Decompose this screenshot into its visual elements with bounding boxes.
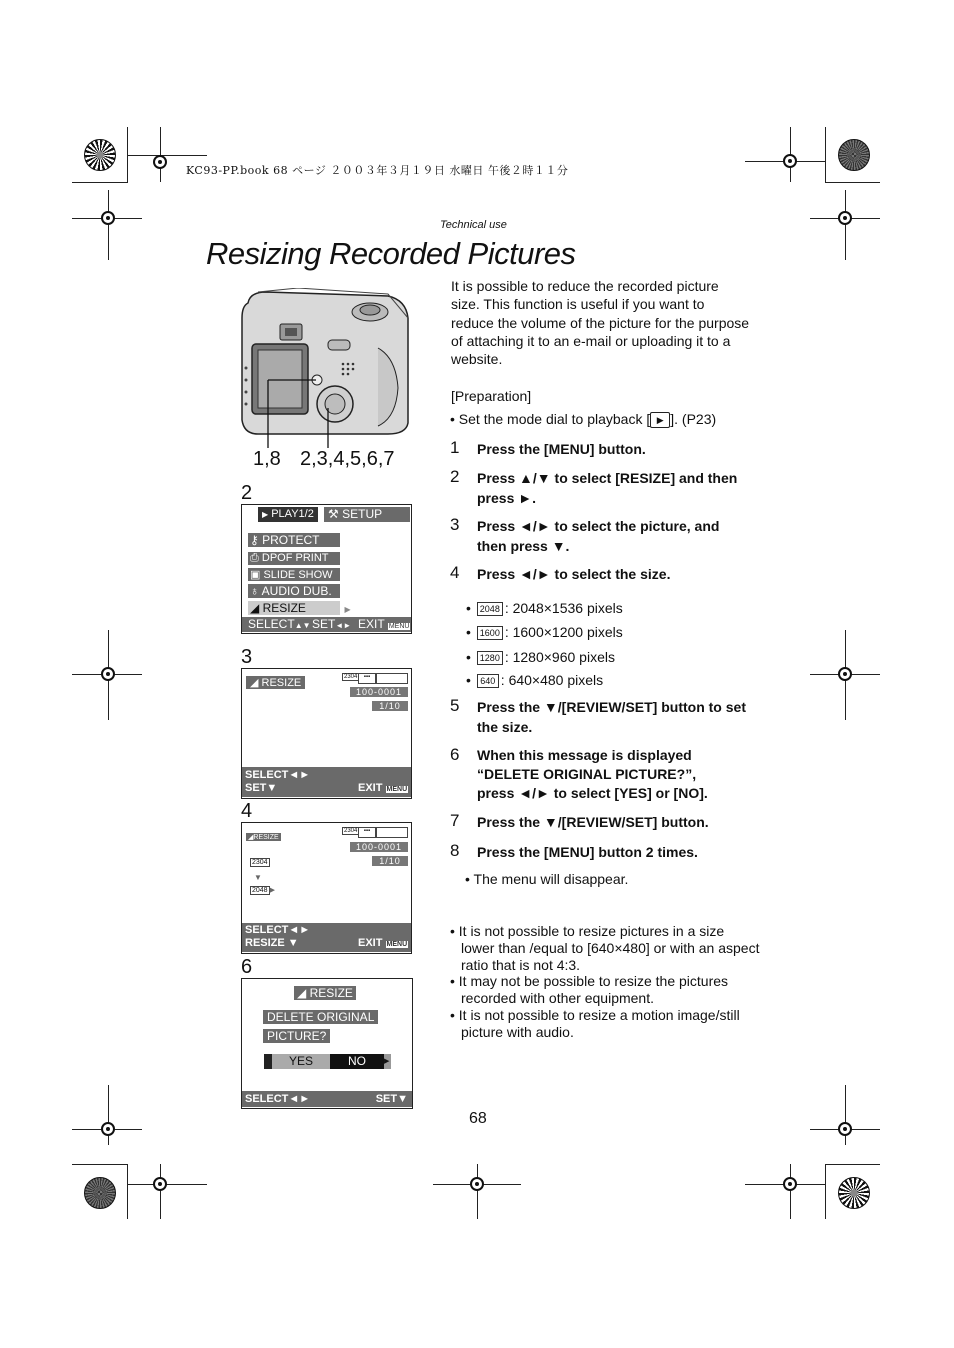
size-text: : 2048×1536 pixels bbox=[504, 600, 623, 616]
microphone-icon: ♁ bbox=[250, 584, 259, 598]
camera-label-set: 2,3,4,5,6,7 bbox=[300, 448, 395, 470]
preparation-bullet-suffix: ]. (P23) bbox=[670, 411, 717, 427]
dialog-message-line2: PICTURE? bbox=[263, 1029, 330, 1043]
resize-title-label: RESIZE bbox=[261, 677, 302, 689]
section-label: Technical use bbox=[440, 219, 507, 231]
intro-paragraph: It is possible to reduce the recorded picture size. This function is useful if you want to reduce the volume of the picture for the purpose of attaching it to an e-mail or uploading it to a website. bbox=[451, 278, 750, 368]
step-text: Press ▲/▼ to select [RESIZE] and then press ►. bbox=[477, 470, 738, 506]
step-text: Press the ▼/[REVIEW/SET] button to set the size. bbox=[477, 699, 746, 735]
slideshow-icon: ▣ bbox=[250, 569, 261, 581]
preparation-heading: [Preparation] bbox=[451, 388, 532, 404]
dialog-message-line1: DELETE ORIGINAL bbox=[263, 1010, 378, 1024]
footer-set: SET▼ bbox=[375, 1093, 408, 1105]
resize-title bbox=[246, 826, 281, 844]
menu-item-label: PROTECT bbox=[262, 533, 320, 547]
to-size-label: 2048 bbox=[252, 887, 268, 894]
step-number: 4 bbox=[450, 563, 460, 582]
size-text: : 1600×1200 pixels bbox=[504, 624, 623, 640]
lcd-menu-screen bbox=[241, 504, 412, 634]
lcd-footer bbox=[242, 1091, 412, 1107]
screen-label: 4 bbox=[241, 800, 253, 822]
camera-illustration bbox=[238, 288, 413, 448]
lcd-footer bbox=[242, 923, 411, 952]
size-option: • 1280 : 1280×960 pixels bbox=[466, 649, 615, 665]
quality-icon: ▪▪▪ bbox=[358, 827, 376, 838]
menu-item bbox=[248, 548, 340, 566]
step-number: 3 bbox=[450, 515, 460, 534]
step-number: 6 bbox=[450, 745, 460, 764]
size-option: • 640 : 640×480 pixels bbox=[466, 672, 604, 688]
size-text: : 1280×960 pixels bbox=[504, 649, 615, 665]
footer-select: SELECT◄► bbox=[245, 769, 311, 781]
step-number: 1 bbox=[450, 438, 460, 457]
resize-title-label: RESIZE bbox=[309, 986, 353, 1000]
menu-item-label: RESIZE bbox=[262, 601, 306, 615]
step-text: Press ◄/► to select the size. bbox=[477, 566, 671, 582]
menu-item bbox=[248, 565, 340, 583]
lcd-confirm-screen bbox=[241, 978, 413, 1109]
footer-resize: RESIZE ▼ bbox=[245, 937, 299, 949]
resize-icon: ◢ bbox=[250, 677, 259, 689]
resize-icon: ◢ bbox=[297, 986, 307, 1000]
picture-count: 1/10 bbox=[372, 856, 408, 866]
image-size: 2304 bbox=[344, 674, 358, 680]
print-info-header: KC93-PP.book 68 ページ ２００３年３月１９日 水曜日 午後２時１１分 bbox=[186, 164, 569, 177]
footer-set: SET bbox=[312, 617, 336, 631]
note: • It is not possible to resize a motion image/still picture with audio. bbox=[450, 1007, 740, 1040]
picture-count: 1/10 bbox=[372, 701, 408, 711]
menu-item-label: AUDIO DUB. bbox=[261, 584, 332, 598]
step-number: 2 bbox=[450, 467, 460, 486]
arrow-right-icon: ▶ bbox=[269, 887, 275, 894]
menu-badge: MENU bbox=[386, 786, 408, 793]
arrow-right-icon: ▶ bbox=[384, 1054, 391, 1069]
preparation-bullet bbox=[450, 410, 716, 428]
footer-exit: EXIT bbox=[358, 617, 385, 631]
menu-badge: MENU bbox=[388, 623, 410, 630]
arrow-right-icon: ▶ bbox=[344, 605, 351, 614]
quality-icon: ▪▪▪ bbox=[358, 673, 376, 684]
footer-set: SET▼ bbox=[245, 782, 278, 794]
battery-icon bbox=[376, 673, 408, 684]
page-number: 68 bbox=[469, 1110, 487, 1127]
key-icon: ⚷ bbox=[250, 533, 259, 547]
from-size: 2304 bbox=[252, 859, 268, 866]
no-option-label: NO bbox=[330, 1054, 384, 1069]
size-option: • 1600 : 1600×1200 pixels bbox=[466, 624, 623, 640]
tab-setup-label: SETUP bbox=[342, 507, 383, 521]
step-text: Press ◄/► to select the picture, and then press ▼. bbox=[477, 518, 720, 554]
registration-sunburst-icon bbox=[84, 139, 116, 171]
file-number: 100-0001 bbox=[350, 842, 408, 852]
step8-note: • The menu will disappear. bbox=[465, 871, 629, 887]
size-option: • 2048 : 2048×1536 pixels bbox=[466, 600, 623, 616]
step-text: Press the [MENU] button. bbox=[477, 441, 646, 457]
footer-select: SELECT◄► bbox=[245, 924, 311, 936]
note: • It is not possible to resize pictures in a size lower than /equal to [640×480] or with an aspect ratio that is not 4:3. bbox=[450, 923, 760, 973]
up-down-icon: ▲▼ bbox=[294, 621, 311, 630]
step-number: 8 bbox=[450, 841, 460, 860]
left-right-icon: ◄► bbox=[335, 621, 352, 630]
image-size: 2304 bbox=[344, 828, 358, 834]
note: • It may not be possible to resize the pictures recorded with other equipment. bbox=[450, 973, 729, 1006]
resize-title-label: RESIZE bbox=[253, 834, 279, 841]
resize-icon: ◢ bbox=[250, 601, 260, 615]
yes-option-label: YES bbox=[272, 1054, 330, 1069]
step-number: 7 bbox=[450, 811, 460, 830]
step-number: 5 bbox=[450, 696, 460, 715]
size-icon: 1600 bbox=[477, 626, 503, 640]
playback-icon: ▶ bbox=[650, 412, 670, 428]
screen-label: 2 bbox=[241, 482, 253, 504]
footer-exit: EXIT bbox=[358, 782, 383, 794]
registration-sunburst-icon bbox=[84, 1177, 116, 1209]
size-text: : 640×480 pixels bbox=[500, 672, 604, 688]
page-title: Resizing Recorded Pictures bbox=[206, 236, 576, 271]
footer-select: SELECT bbox=[248, 617, 295, 631]
registration-sunburst-icon bbox=[838, 1177, 870, 1209]
step-text: When this message is displayed “DELETE ORIGINAL PICTURE?”, press ◄/► to select [YES] or [NO]. bbox=[477, 747, 708, 801]
menu-item bbox=[248, 531, 340, 549]
lcd-footer bbox=[242, 617, 411, 632]
size-icon: 1280 bbox=[477, 651, 503, 665]
tab-play bbox=[258, 507, 318, 522]
menu-item-selected bbox=[248, 599, 351, 617]
screen-label: 3 bbox=[241, 646, 253, 668]
to-size bbox=[250, 886, 275, 894]
size-icon: 640 bbox=[477, 674, 499, 688]
yes-option bbox=[264, 1054, 272, 1069]
resize-title bbox=[294, 984, 356, 1002]
footer-select: SELECT◄► bbox=[245, 1093, 311, 1105]
menu-item-label: DPOF PRINT bbox=[261, 552, 329, 564]
footer-exit: EXIT bbox=[358, 937, 383, 949]
step-text: Press the ▼/[REVIEW/SET] button. bbox=[477, 814, 709, 830]
resize-icon: ◢ bbox=[248, 834, 254, 841]
screen-label: 6 bbox=[241, 956, 253, 978]
tab-setup bbox=[324, 507, 410, 522]
menu-badge: MENU bbox=[386, 941, 408, 948]
menu-item-label: SLIDE SHOW bbox=[263, 569, 333, 581]
menu-item bbox=[248, 582, 340, 600]
lcd-select-screen bbox=[241, 668, 412, 799]
step-text: Press the [MENU] button 2 times. bbox=[477, 844, 698, 860]
size-icon: 2048 bbox=[477, 602, 503, 616]
down-arrow-icon: ▼ bbox=[254, 873, 262, 882]
preparation-bullet-prefix: • Set the mode dial to playback [ bbox=[450, 411, 651, 427]
yes-no-selector bbox=[264, 1054, 391, 1069]
file-number: 100-0001 bbox=[350, 687, 408, 697]
tab-play-label: PLAY1/2 bbox=[271, 508, 314, 520]
playback-icon: ▶ bbox=[262, 510, 269, 519]
lcd-size-screen bbox=[241, 822, 412, 954]
registration-sunburst-icon bbox=[838, 139, 870, 171]
camera-label-menu: 1,8 bbox=[253, 448, 281, 470]
battery-icon bbox=[376, 827, 408, 838]
lcd-footer bbox=[242, 767, 411, 797]
print-icon: ⎙ bbox=[250, 552, 259, 564]
resize-title bbox=[246, 673, 305, 691]
wrench-icon: ⚒ bbox=[328, 507, 339, 521]
